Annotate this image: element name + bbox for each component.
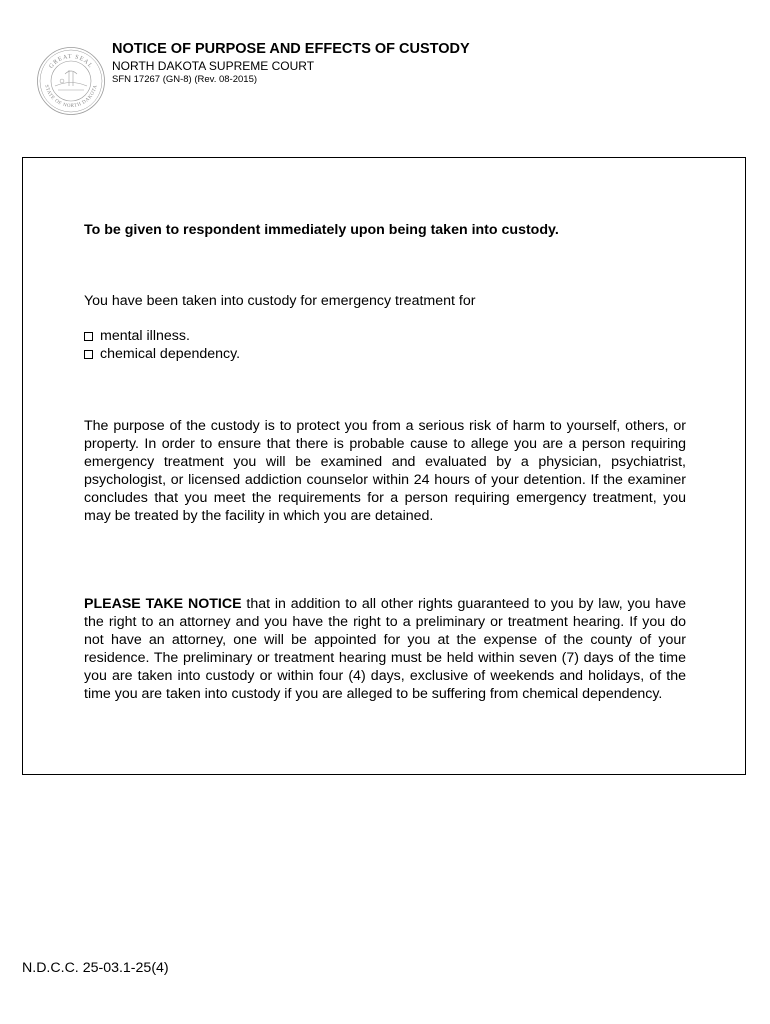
notice-body: that in addition to all other rights guaranteed to you by law, you have the right to an attorney and you have the right to a preliminary or treatment hearing. If you do not have an attorney, one will be appointed for you at the expense of the county of your residence. The preliminary or treatment hearing must be held within seven (7) days of the time you are taken into custody or within four (4) days, exclusive of weekends and holidays, of the time you are taken into custody if you are alleged to be suffering from chemical dependency.	[84, 596, 686, 702]
checkbox-icon[interactable]	[84, 332, 93, 341]
seal-top-text: GREAT SEAL	[48, 53, 94, 70]
court-name: NORTH DAKOTA SUPREME COURT	[112, 59, 315, 73]
form-title: NOTICE OF PURPOSE AND EFFECTS OF CUSTODY	[112, 41, 470, 57]
option-label: chemical dependency.	[100, 346, 241, 362]
checkbox-icon[interactable]	[84, 350, 93, 359]
purpose-paragraph: The purpose of the custody is to protect you from a serious risk of harm to yourself, others, or property. In order to ensure that there is probable cause to allege you are a person requiring emergency treatment you will be examined and evaluated by a physician, psychiatrist, psychologist, or licensed addiction counselor within 24 hours of your detention. If the examiner concludes that you meet the requirements for a person requiring emergency treatment, you may be treated by the facility in which you are detained.	[84, 418, 686, 524]
option-label: mental illness.	[100, 328, 190, 344]
notice-lead: PLEASE TAKE NOTICE	[84, 596, 242, 612]
treatment-options	[84, 327, 686, 363]
form-number: SFN 17267 (GN-8) (Rev. 08-2015)	[112, 74, 258, 85]
instruction-text: To be given to respondent immediately upon being taken into custody.	[84, 222, 559, 238]
option-mental-illness[interactable]	[84, 327, 686, 345]
notice-paragraph	[84, 595, 686, 703]
custody-intro: You have been taken into custody for emergency treatment for	[84, 293, 476, 309]
option-chemical-dependency[interactable]	[84, 345, 686, 363]
svg-text:GREAT SEAL	[48, 54, 93, 70]
statute-reference: N.D.C.C. 25-03.1-25(4)	[22, 960, 169, 976]
seal-bottom-text: STATE OF NORTH DAKOTA	[43, 84, 99, 110]
state-seal-icon	[36, 46, 106, 116]
form-header	[112, 41, 470, 86]
